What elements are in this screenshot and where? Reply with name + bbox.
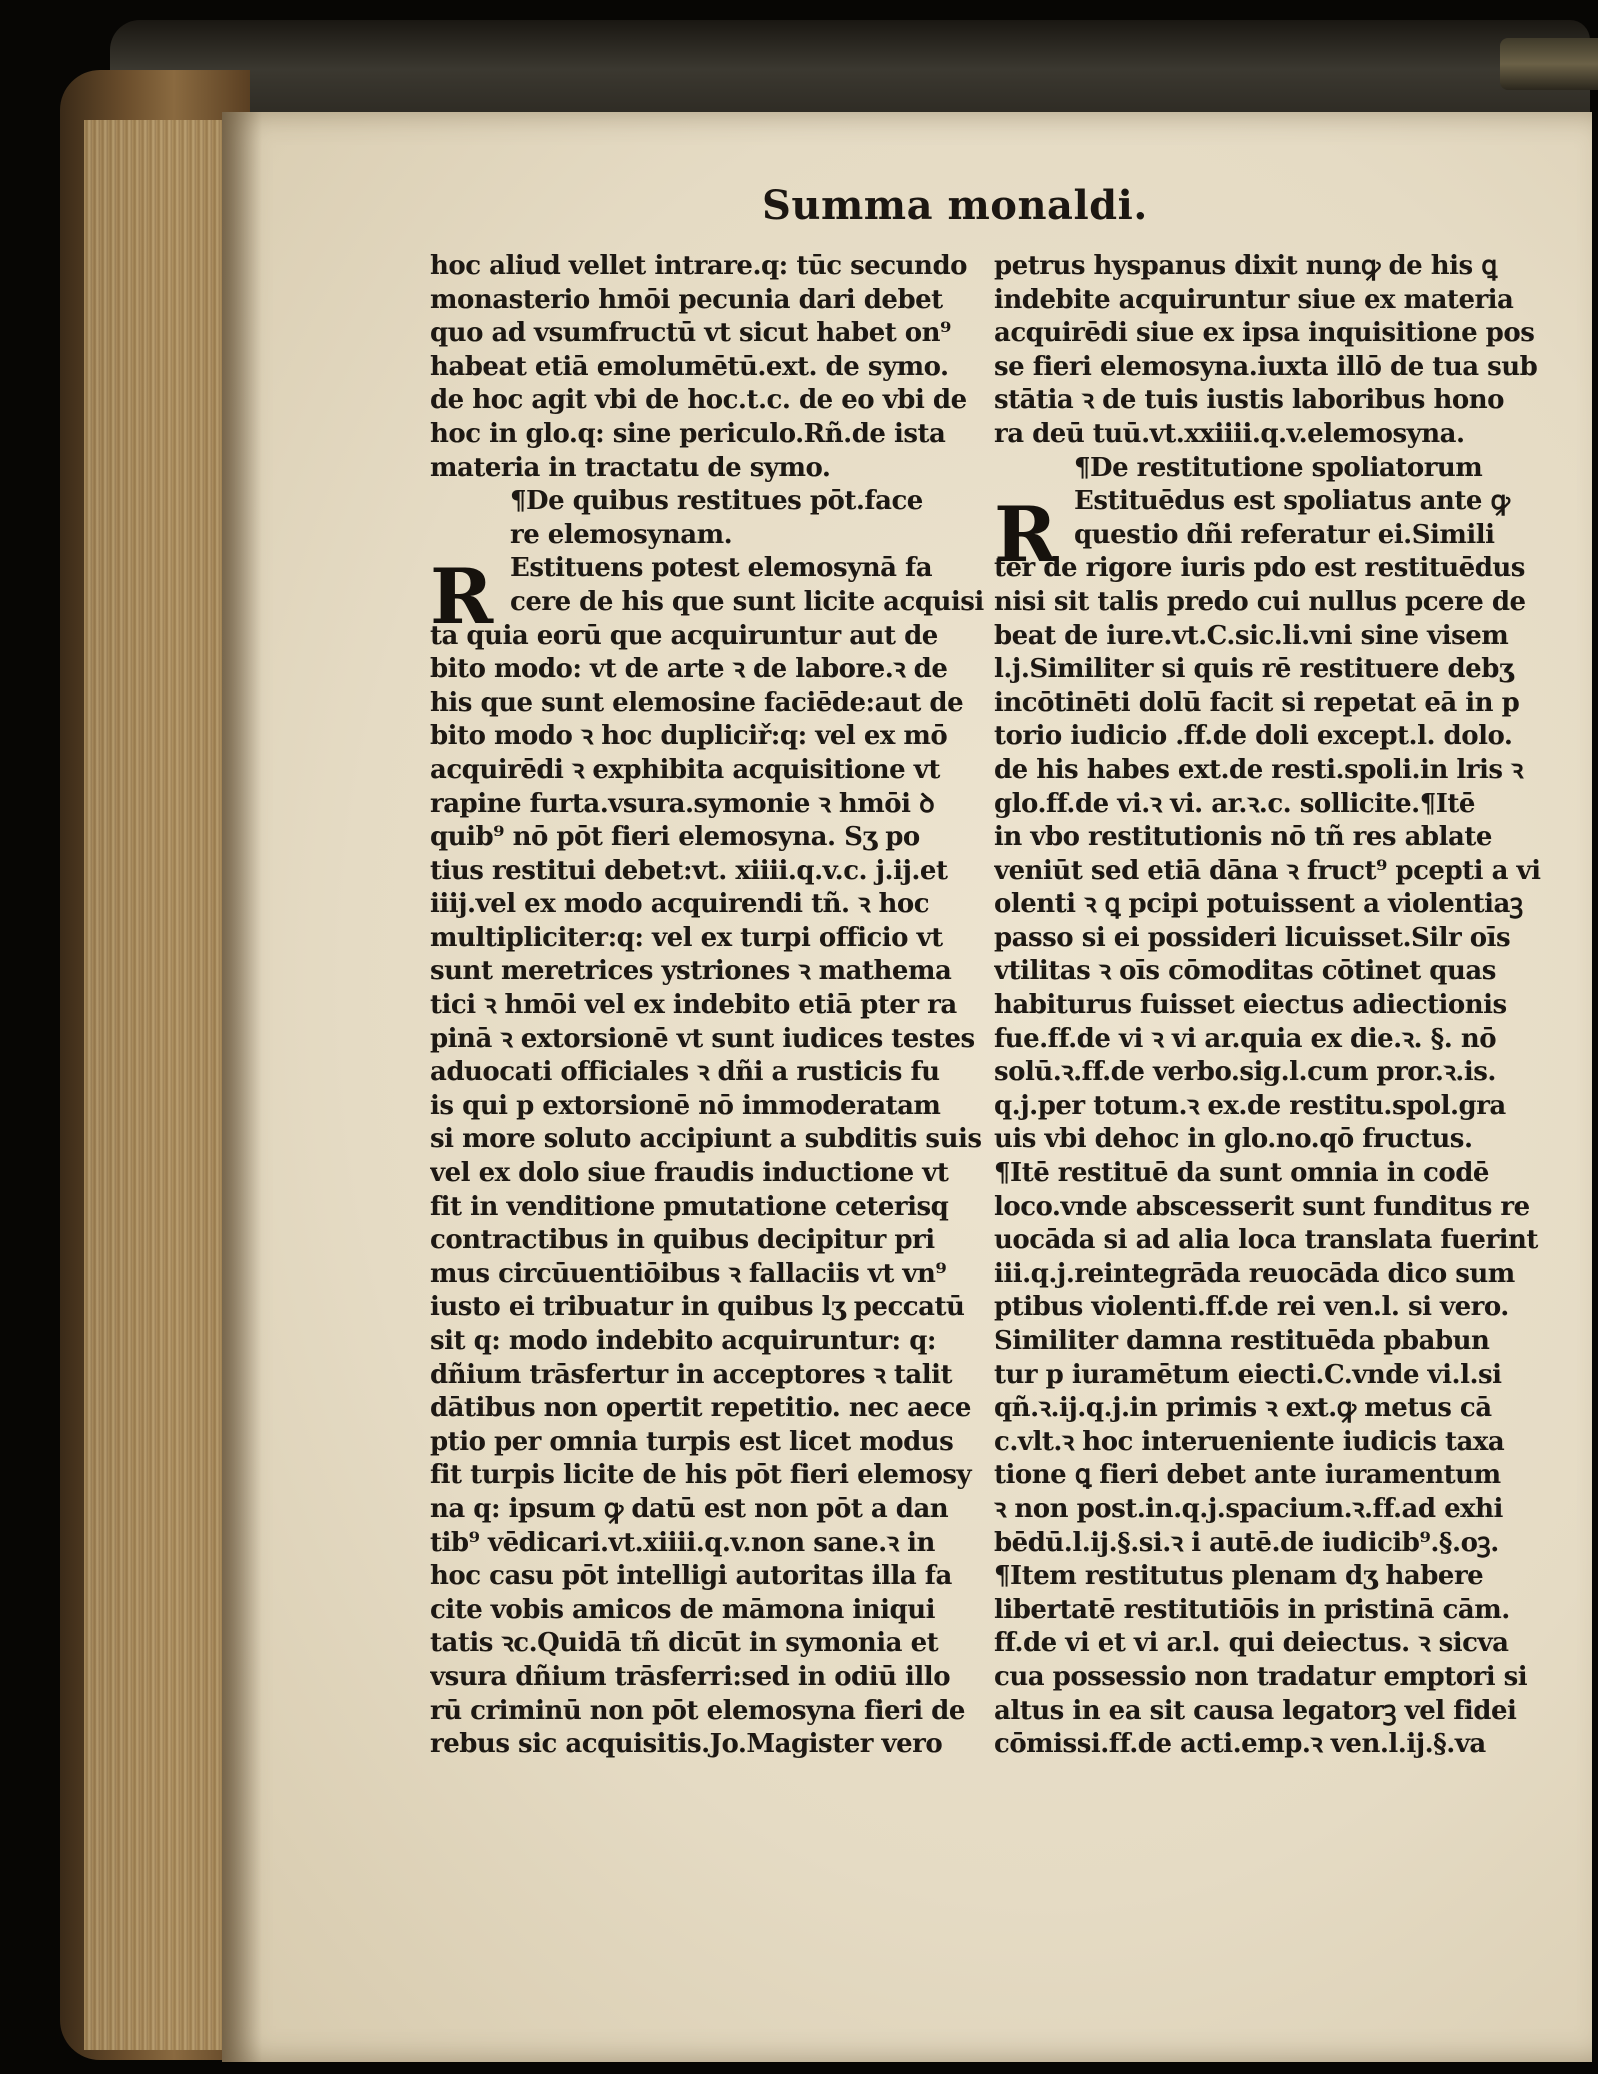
text-line: fue.ff.de vi ꝛ vi ar.quia ex die.ꝛ. §. nō [994,1023,1497,1054]
text-line: nisi sit talis predo cui nullus pcere de [994,586,1526,617]
text-line: beat de iure.vt.C.sic.li.vni sine visem [994,620,1509,651]
text-line: olenti ꝛ ꝗ pcipi potuissent a violentiaꝫ [994,889,1523,920]
text-line: iii.q.j.reintegrāda reuocāda dico sum [994,1258,1515,1289]
text-line: ra deū tuū.vt.xxiiii.q.v.elemosyna. [994,418,1465,449]
text-line: indebite acquiruntur siue ex materia [994,284,1514,315]
page-gutter-shadow [222,112,262,2062]
text-line: vtilitas ꝛ oīs cōmoditas cōtinet quas [994,956,1496,987]
text-line: quo ad vsumfructū vt sicut habet on⁹ [430,318,951,349]
left-text-column [430,250,1020,1762]
text-line: contractibus in quibus decipitur pri [430,1225,935,1256]
text-line: materia in tractatu de symo. [430,452,831,483]
book-page [222,112,1592,2062]
text-line: mus circūuentiōibus ꝛ fallaciis vt vn⁹ [430,1258,947,1289]
text-line: dātibus non opertit repetitio. nec aece [430,1393,971,1424]
text-line: rū criminū non pōt elemosyna fieri de [430,1695,965,1726]
text-line: rapine furta.vsura.symonie ꝛ hmōi ꝺ [430,788,935,819]
text-line: ter de rigore iuris pdo est restituēdus [994,553,1525,584]
running-head: Summa monaldi. [762,182,1148,229]
text-line: sunt meretrices ystriones ꝛ mathema [430,956,952,987]
text-line: iusto ei tribuatur in quibus lʒ peccatū [430,1292,965,1323]
text-line: si more soluto accipiunt a subditis suis [430,1124,982,1155]
text-line: ¶Item restitutus plenam dʒ habere [994,1561,1484,1592]
text-line: habeat etiā emolumētū.ext. de symo. [430,351,949,382]
drop-cap-initial: R [994,490,1057,579]
text-line: iiij.vel ex modo acquirendi tñ. ꝛ hoc [430,889,930,920]
text-line: vel ex dolo siue fraudis inductione vt [430,1158,949,1189]
text-line: hoc in glo.q: sine periculo.Rñ.de ista [430,418,946,449]
text-line: monasterio hmōi pecunia dari debet [430,284,943,315]
text-line: q.j.per totum.ꝛ ex.de restitu.spol.gra [994,1090,1506,1121]
text-line: libertatē restitutiōis in pristinā cām. [994,1594,1510,1625]
text-line: de hoc agit vbi de hoc.t.c. de eo vbi de [430,385,967,416]
text-line: ptio per omnia turpis est licet modus [430,1426,954,1457]
text-line: ff.de vi et vi ar.l. qui deiectus. ꝛ sicva [994,1628,1509,1659]
text-line: is qui p extorsionē nō immoderatam [430,1090,941,1121]
text-line: tici ꝛ hmōi vel ex indebito etiā pter ra [430,990,957,1021]
text-line: torio iudicio .ff.de doli except.l. dolo. [994,721,1513,752]
text-line: uocāda si ad alia loca translata fuerint [994,1225,1538,1256]
drop-cap-initial: R [430,552,493,641]
text-line: passo si ei possideri licuisset.Silr oīs [994,922,1511,953]
text-line: dñium trāsfertur in acceptores ꝛ talit [430,1359,953,1390]
text-line: cua possessio non tradatur emptori si [994,1661,1528,1692]
text-line: l.j.Similiter si quis rē restituere debʒ [994,654,1514,685]
text-line: tione ꝗ fieri debet ante iuramentum [994,1460,1501,1491]
text-line: veniūt sed etiā dāna ꝛ fruct⁹ pcepti a vi [994,855,1541,886]
text-line: quib⁹ nō pōt fieri elemosyna. Sʒ po [430,822,920,853]
text-line: glo.ff.de vi.ꝛ vi. ar.ꝛ.c. sollicite.¶Itē [994,788,1475,819]
text-line: questio dñi referatur ei.Simili [1074,519,1495,550]
text-line: multipliciter:q: vel ex turpi officio vt [430,922,943,953]
text-line: hoc aliud vellet intrare.q: tūc secundo [430,251,967,281]
text-line: uis vbi dehoc in glo.no.qō fructus. [994,1124,1473,1155]
text-line: in vbo restitutionis nō tñ res ablate [994,822,1492,853]
text-line: se fieri elemosyna.iuxta illō de tua sub [994,351,1538,382]
text-line: solū.ꝛ.ff.de verbo.sig.l.cum pror.ꝛ.is. [994,1057,1496,1088]
text-line: ¶Itē restituē da sunt omnia in codē [994,1158,1489,1189]
text-line: tatis ꝛc.Quidā tñ dicūt in symonia et [430,1628,939,1659]
text-line: ꝛ non post.in.q.j.spacium.ꝛ.ff.ad exhi [994,1493,1503,1524]
page-stack [84,120,244,2050]
text-line: incōtinēti dolū facit si repetat eā in p [994,687,1520,718]
text-line: bito modo: vt de arte ꝛ de labore.ꝛ de [430,654,948,685]
text-line: acquirēdi siue ex ipsa inquisitione pos [994,318,1535,349]
text-line: re elemosynam. [510,519,733,550]
text-line: Estituēdus est spoliatus ante ꝙ [1074,486,1510,517]
right-text-column [994,250,1554,1762]
text-line: ta quia eorū que acquiruntur aut de [430,620,938,651]
text-line: petrus hyspanus dixit nunꝙ de his ꝗ [994,251,1497,281]
text-line: ¶De quibus restitues pōt.face [510,486,923,517]
text-line: fit in venditione pmutatione ceterisq [430,1191,949,1222]
text-line: tib⁹ vēdicari.vt.xiiii.q.v.non sane.ꝛ in [430,1527,935,1558]
text-line: tius restitui debet:vt. xiiii.q.v.c. j.ij.et [430,855,948,886]
text-line: aduocati officiales ꝛ dñi a rusticis fu [430,1057,940,1088]
text-line: pinā ꝛ extorsionē vt sunt iudices testes [430,1023,975,1054]
text-line: cōmissi.ff.de acti.emp.ꝛ ven.l.ij.§.va [994,1729,1486,1760]
text-line: rebus sic acquisitis.Jo.Magister vero [430,1729,943,1760]
text-line: ptibus violenti.ff.de rei ven.l. si vero. [994,1292,1509,1323]
text-line: hoc casu pōt intelligi autoritas illa fa [430,1561,952,1592]
text-line: c.vlt.ꝛ hoc interueniente iudicis taxa [994,1426,1505,1457]
text-line: loco.vnde abscesserit sunt funditus re [994,1191,1530,1222]
text-line: Similiter damna restituēda pbabun [994,1326,1490,1356]
text-line: his que sunt elemosine faciēde:aut de [430,687,964,718]
text-line: altus in ea sit causa legatorꝫ vel fidei [994,1695,1517,1726]
text-line: na q: ipsum ꝙ datū est non pōt a dan [430,1493,949,1524]
text-line: habiturus fuisset eiectus adiectionis [994,990,1507,1021]
text-line: Estituens potest elemosynā fa [510,553,933,584]
text-line: ¶De restitutione spoliatorum [1074,452,1483,483]
book-clasp [1500,38,1598,90]
text-line: bēdū.l.ij.§.si.ꝛ i autē.de iudicib⁹.§.oꝫ. [994,1527,1499,1558]
text-line: cite vobis amicos de māmona iniqui [430,1594,936,1625]
text-line: bito modo ꝛ hoc dupliciř:q: vel ex mō [430,721,948,752]
text-line: tur p iuramētum eiecti.C.vnde vi.l.si [994,1359,1502,1390]
text-line: stātia ꝛ de tuis iustis laboribus hono [994,385,1504,416]
text-line: sit q: modo indebito acquiruntur: q: [430,1326,936,1356]
text-line: de his habes ext.de resti.spoli.in lris ꝛ [994,754,1523,785]
text-line: fit turpis licite de his pōt fieri elemosy [430,1460,972,1491]
text-line: cere de his que sunt licite acquisi [510,586,984,617]
text-line: qñ.ꝛ.ij.q.j.in primis ꝛ ext.ꝙ metus cā [994,1393,1492,1424]
text-line: acquirēdi ꝛ exphibita acquisitione vt [430,754,940,785]
text-line: vsura dñium trāsferri:sed in odiū illo [430,1661,951,1692]
